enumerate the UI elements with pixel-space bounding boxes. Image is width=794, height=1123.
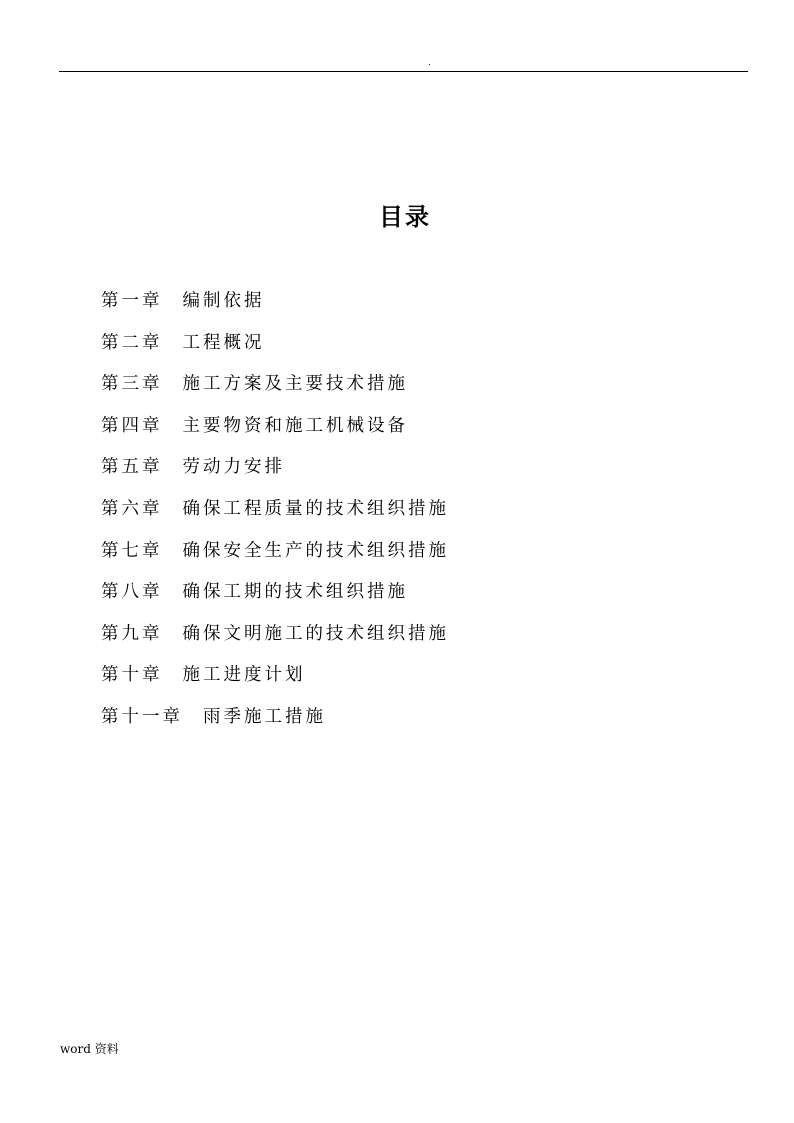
toc-chapter-label: 第九章: [101, 623, 163, 644]
toc-item-11[interactable]: [101, 703, 449, 745]
footer-note: word 资料: [60, 1042, 119, 1056]
toc-item-1[interactable]: [101, 287, 449, 329]
toc-item-5[interactable]: [101, 453, 449, 495]
toc-chapter-title: 施工方案及主要技术措施: [182, 374, 408, 395]
toc-chapter-title: 确保安全生产的技术组织措施: [182, 540, 449, 561]
header-mark: .: [428, 58, 431, 68]
toc-chapter-title: 确保文明施工的技术组织措施: [182, 623, 449, 644]
toc-item-6[interactable]: [101, 495, 449, 537]
toc-item-10[interactable]: [101, 661, 449, 703]
toc-item-4[interactable]: [101, 412, 449, 454]
toc-chapter-title: 工程概况: [182, 332, 265, 353]
toc-chapter-title: 确保工程质量的技术组织措施: [182, 498, 449, 519]
table-of-contents: [101, 287, 449, 745]
header-rule: [59, 71, 748, 72]
toc-chapter-label: 第七章: [101, 540, 163, 561]
toc-chapter-label: 第六章: [101, 498, 163, 519]
page-title: 目录: [379, 203, 431, 231]
toc-chapter-label: 第二章: [101, 332, 163, 353]
toc-item-2[interactable]: [101, 329, 449, 371]
toc-chapter-label: 第十一章: [101, 706, 183, 727]
toc-chapter-title: 确保工期的技术组织措施: [182, 582, 408, 603]
toc-chapter-label: 第十章: [101, 665, 163, 686]
toc-chapter-label: 第八章: [101, 582, 163, 603]
toc-chapter-title: 雨季施工措施: [203, 706, 326, 727]
toc-chapter-label: 第四章: [101, 415, 163, 436]
toc-chapter-label: 第三章: [101, 374, 163, 395]
toc-chapter-label: 第一章: [101, 291, 163, 311]
toc-chapter-title: 劳动力安排: [182, 457, 285, 478]
toc-item-7[interactable]: [101, 537, 449, 579]
toc-chapter-title: 施工进度计划: [182, 665, 306, 686]
toc-chapter-title: 主要物资和施工机械设备: [182, 415, 408, 436]
toc-item-9[interactable]: [101, 620, 449, 662]
toc-chapter-title: 编制依据: [182, 291, 265, 311]
toc-chapter-label: 第五章: [101, 457, 163, 478]
toc-item-3[interactable]: [101, 370, 449, 412]
toc-item-8[interactable]: [101, 578, 449, 620]
